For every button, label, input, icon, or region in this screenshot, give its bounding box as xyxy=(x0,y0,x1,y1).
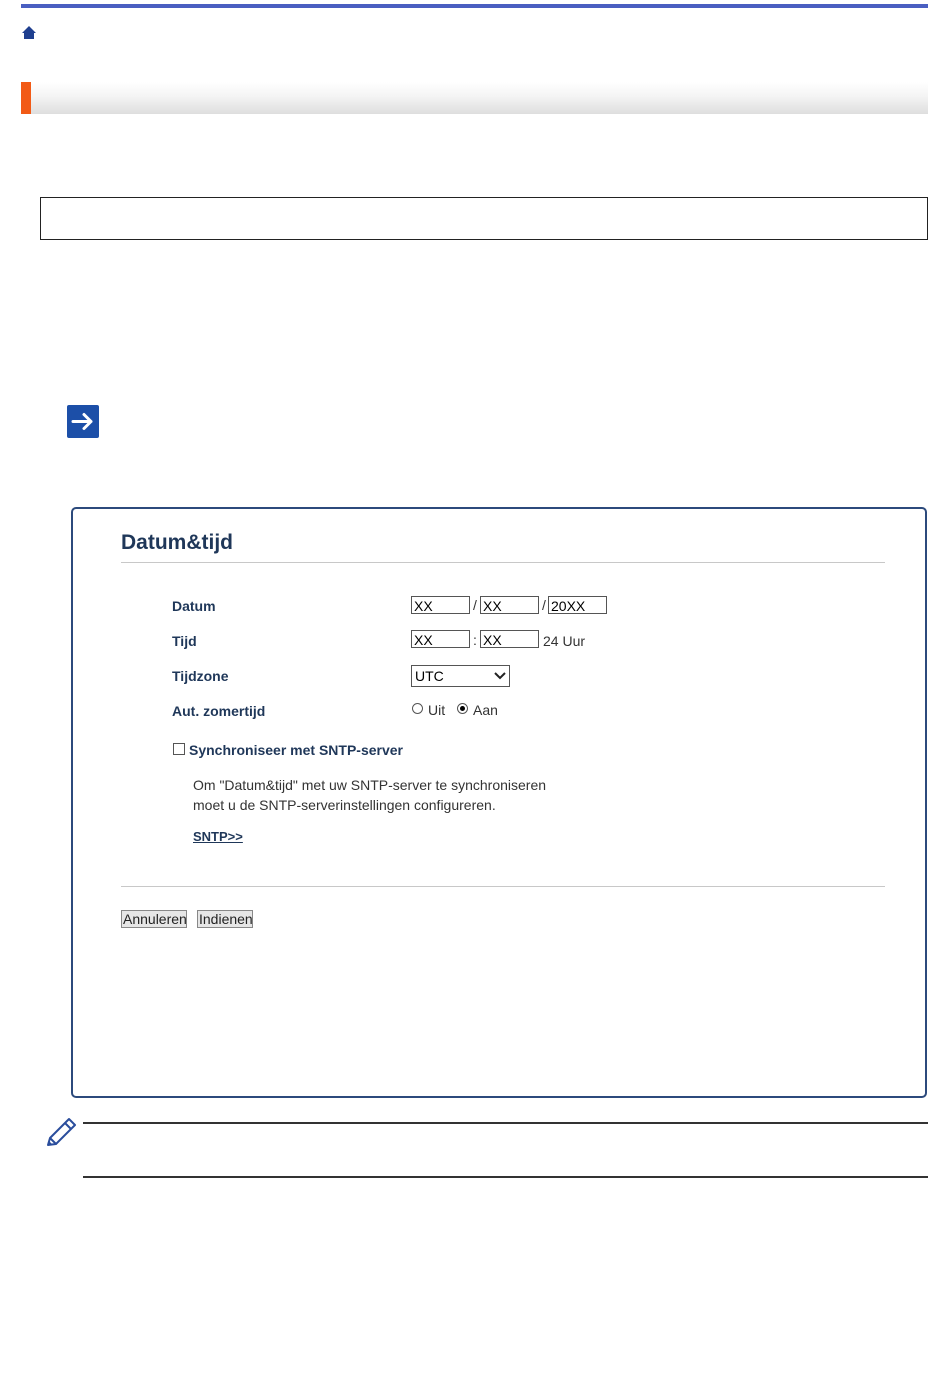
zomertijd-uit-label: Uit xyxy=(428,702,446,718)
datum-tijd-panel xyxy=(71,507,927,1098)
zomertijd-aan-label: Aan xyxy=(473,702,498,718)
note-top-rule xyxy=(83,1122,928,1124)
section-header-accent xyxy=(21,82,31,114)
zomertijd-uit-radio[interactable] xyxy=(412,703,423,714)
empty-content-box xyxy=(40,197,928,240)
year-prefix: 20 xyxy=(551,598,567,614)
panel-title: Datum&tijd xyxy=(121,531,233,554)
tijdzone-label: Tijdzone xyxy=(172,668,229,684)
zomertijd-label: Aut. zomertijd xyxy=(172,703,266,719)
sntp-link[interactable]: SNTP>> xyxy=(193,829,243,844)
datum-day-input[interactable]: XX xyxy=(411,596,470,614)
radio-selected-dot xyxy=(460,706,465,711)
zomertijd-aan-radio[interactable] xyxy=(457,703,468,714)
datum-month-input[interactable]: XX xyxy=(480,596,539,614)
pencil-note-icon xyxy=(44,1117,78,1149)
sntp-checkbox[interactable] xyxy=(173,743,185,755)
tijd-minute-input[interactable]: XX xyxy=(480,630,539,648)
title-divider xyxy=(121,562,885,563)
home-icon[interactable] xyxy=(21,25,37,41)
chevron-down-icon xyxy=(494,672,506,680)
tijdzone-select[interactable] xyxy=(411,665,510,687)
datum-separator-1: / xyxy=(473,597,477,613)
year-value: XX xyxy=(566,598,586,614)
note-bottom-rule xyxy=(83,1176,928,1178)
tijd-hour-input[interactable]: XX xyxy=(411,630,470,648)
sntp-info-line-1: Om "Datum&tijd" met uw SNTP-server te synchroniseren xyxy=(193,777,547,793)
submit-button[interactable]: Indienen xyxy=(199,911,253,927)
sntp-info-line-2: moet u de SNTP-serverinstellingen configureren. xyxy=(193,797,496,813)
cancel-button[interactable]: Annuleren xyxy=(123,911,187,927)
datum-separator-2: / xyxy=(542,597,546,613)
sntp-checkbox-label[interactable]: Synchroniseer met SNTP-server xyxy=(189,742,403,758)
datum-year-input[interactable] xyxy=(548,596,607,614)
section-header xyxy=(21,82,928,114)
top-rule xyxy=(21,4,928,8)
tijd-format: 24 Uur xyxy=(543,633,586,649)
datum-label: Datum xyxy=(172,598,216,614)
tijdzone-selected: UTC xyxy=(415,668,444,684)
tijd-label: Tijd xyxy=(172,633,197,649)
tijd-separator: : xyxy=(473,632,477,648)
arrow-right-icon xyxy=(67,405,99,438)
bottom-divider xyxy=(121,886,885,887)
